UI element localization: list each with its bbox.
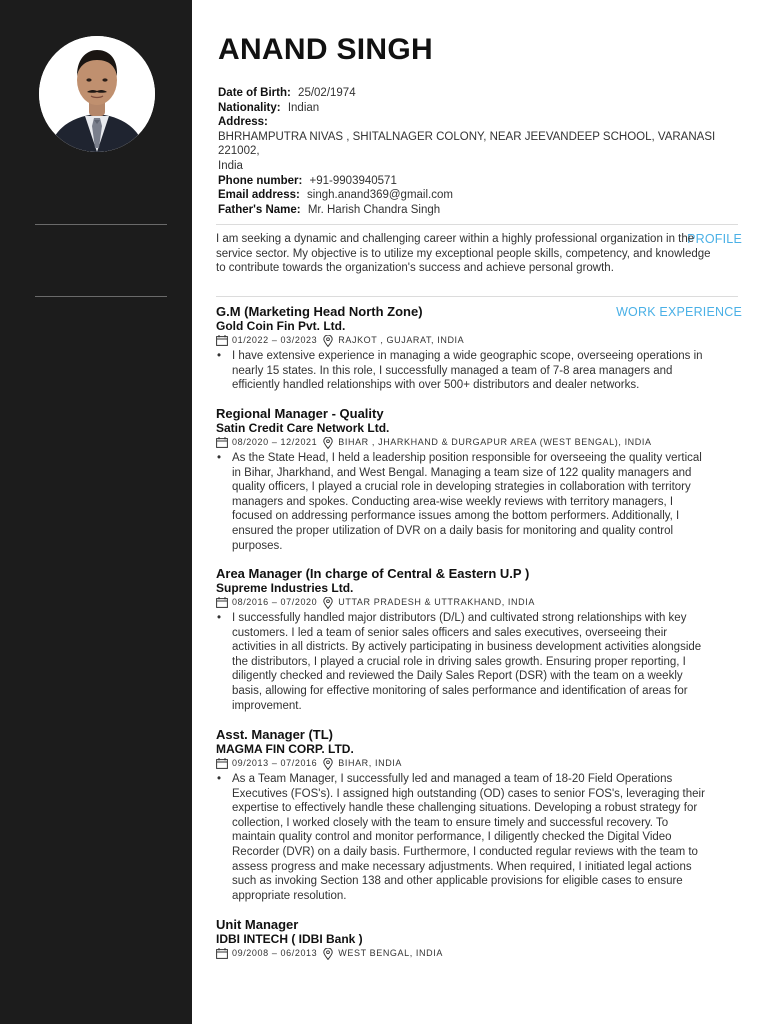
job-description: • I successfully handled major distributors (D/L) and cultivated strong relationships with key customers. I led a team of senior sales officers and sales executives, overseeing their activities in all districts. By actively participating in business development activities alongside the distributors, I played a crucial role in driving sales growth. Ensuring proper reporting, I diligently checked and reviewed the Daily Sales Report (DSR) with the team on a weekly basis, allowing for effective monitoring of sales performance and identification of areas for improvement. — [216, 611, 712, 713]
calendar-icon — [216, 335, 228, 346]
job-dates: 08/2020 – 12/2021 — [232, 437, 318, 447]
job-dates: 01/2022 – 03/2023 — [232, 335, 318, 345]
job-title: Regional Manager - Quality — [216, 406, 384, 421]
job-meta — [216, 947, 716, 960]
location-pin-icon — [323, 597, 333, 609]
job-entry — [216, 727, 716, 903]
address-label: Address: — [218, 116, 268, 129]
job-title: G.M (Marketing Head North Zone) — [216, 304, 423, 319]
job-location: WEST BENGAL, INDIA — [338, 948, 443, 958]
job-entry — [216, 406, 716, 553]
job-company: IDBI INTECH ( IDBI Bank ) — [216, 932, 363, 946]
nationality-value: Indian — [287, 101, 320, 114]
email-value: singh.anand369@gmail.com — [307, 189, 453, 202]
job-dates: 09/2013 – 07/2016 — [232, 758, 318, 768]
nationality-label: Nationality: — [218, 101, 281, 114]
email-row — [218, 188, 718, 203]
job-dates: 08/2016 – 07/2020 — [232, 597, 318, 607]
calendar-icon — [216, 948, 228, 959]
phone-value: +91-9903940571 — [309, 174, 397, 187]
job-entry — [216, 566, 716, 713]
job-description: • As the State Head, I held a leadership position responsible for overseeing the quality vertical in Bihar, Jharkhand, and West Bengal. Managing a team size of 122 quality managers and quality officers, I played a crucial role in developing strategies in collaboration with territory managers and spokes. Conducting area-wise weekly reviews with territory managers, I focused on addressing performance issues among the bottom performers. Additionally, I ensured the proper utilization of DVR on a daily basis for monitoring and quality control purposes. — [216, 451, 712, 553]
phone-label: Phone number: — [218, 174, 303, 187]
job-company: Supreme Industries Ltd. — [216, 581, 354, 595]
calendar-icon — [216, 597, 228, 608]
job-location: UTTAR PRADESH & UTTRAKHAND, INDIA — [338, 597, 535, 607]
job-title: Asst. Manager (TL) — [216, 727, 334, 742]
profile-photo — [39, 36, 155, 152]
job-title: Area Manager (In charge of Central & Eastern U.P ) — [216, 566, 530, 581]
dob-value: 25/02/1974 — [298, 87, 356, 99]
sidebar — [0, 0, 192, 1024]
section-label-profile: PROFILE — [687, 232, 742, 246]
location-pin-icon — [323, 335, 333, 347]
job-title: Unit Manager — [216, 917, 299, 932]
divider-profile — [216, 224, 738, 225]
job-company: MAGMA FIN CORP. LTD. — [216, 742, 354, 756]
phone-row — [218, 174, 718, 189]
job-meta — [216, 436, 716, 449]
job-description: • As a Team Manager, I successfully led and managed a team of 18-20 Field Operations Executives (FOS's). I assigned high outstanding (OD) cases to senior FOS's, leveraging their expertise to effectively handle these challenging situations. Developing a robust strategy for collection, I worked closely with the team to ensure timely and successful recovery. To maintain quality control and monitor performance, I diligently checked the Digital Video Recorder (DVR) on a daily basis. Furthermore, I conducted regular reviews with the team to assess progress and make necessary adjustments. When required, I initiated legal actions such as invoking Section 138 and other applicable provisions for eligible cases to ensure appropriate resolution. — [216, 772, 712, 903]
avatar — [39, 36, 155, 152]
address-line-2: India — [218, 159, 243, 172]
personal-info — [218, 86, 718, 217]
job-description: • I have extensive experience in managing a wide geographic scope, overseeing operations in nearly 15 states. In this role, I successfully managed a team of 7-8 area managers and efficiently handled relationships with over 500+ distributors and dealer networks. — [216, 349, 712, 393]
job-location: BIHAR , JHARKHAND & DURGAPUR AREA (WEST BENGAL), INDIA — [338, 437, 652, 447]
job-meta — [216, 334, 716, 347]
calendar-icon — [216, 437, 228, 448]
job-company: Satin Credit Care Network Ltd. — [216, 421, 390, 435]
job-meta — [216, 596, 716, 609]
father-label: Father's Name: — [218, 203, 301, 216]
sidebar-divider-work — [35, 296, 167, 297]
job-location: RAJKOT , GUJARAT, INDIA — [338, 335, 465, 345]
dob-label: Date of Birth: — [218, 87, 291, 99]
father-row — [218, 203, 718, 218]
father-value: Mr. Harish Chandra Singh — [307, 203, 441, 216]
job-company: Gold Coin Fin Pvt. Ltd. — [216, 319, 346, 333]
email-label: Email address: — [218, 189, 300, 202]
job-meta — [216, 757, 716, 770]
section-label-work-experience: WORK EXPERIENCE — [616, 305, 742, 319]
divider-work — [216, 296, 738, 297]
candidate-name: ANAND SINGH — [218, 33, 433, 66]
calendar-icon — [216, 758, 228, 769]
address-row — [218, 115, 718, 130]
job-dates: 09/2008 – 06/2013 — [232, 948, 318, 958]
job-entry — [216, 304, 716, 393]
location-pin-icon — [323, 758, 333, 770]
job-entry — [216, 917, 716, 960]
address-line-1: BHRHAMPUTRA NIVAS , SHITALNAGER COLONY, NEAR JEEVANDEEP SCHOOL, VARANASI 221002, — [218, 130, 716, 158]
sidebar-divider-profile — [35, 224, 167, 225]
nationality-row — [218, 101, 718, 116]
profile-summary: I am seeking a dynamic and challenging career within a highly professional organization in the service sector. My objective is to utilize my exceptional people skills, competency, and knowledge to contribute towards the organization's success and achieve personal growth. — [216, 233, 711, 275]
dob-row — [218, 86, 718, 101]
location-pin-icon — [323, 948, 333, 960]
location-pin-icon — [323, 437, 333, 449]
job-location: BIHAR, INDIA — [338, 758, 402, 768]
